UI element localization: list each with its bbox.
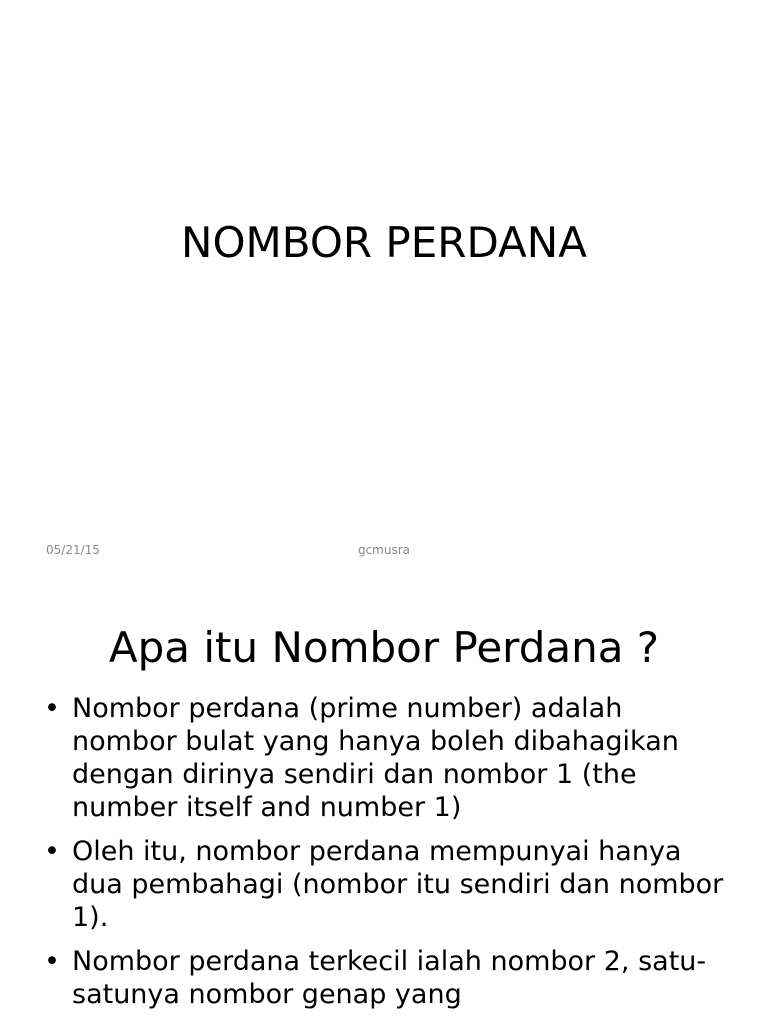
bullet-item <box>44 835 734 934</box>
bullet-item <box>44 692 734 824</box>
bullet-dot-icon: • <box>44 693 60 724</box>
slide-title: NOMBOR PERDANA <box>181 218 587 267</box>
bullet-text: Nombor perdana (prime number) adalah nombor bulat yang hanya boleh dibahagikan dengan dirinya sendiri dan nombor 1 (the number itself and number 1) <box>72 693 679 823</box>
bullet-text: Nombor perdana terkecil ialah nombor 2, satu-satunya nombor genap yang <box>72 946 707 1010</box>
bullet-list <box>44 692 734 1022</box>
footer-author: gcmusra <box>357 543 411 557</box>
bullet-dot-icon: • <box>44 836 60 867</box>
slide-title: Apa itu Nombor Perdana ? <box>108 623 660 672</box>
bullet-dot-icon: • <box>44 946 60 977</box>
bullet-text: Oleh itu, nombor perdana mempunyai hanya dua pembahagi (nombor itu sendiri dan nombor 1). <box>72 836 724 933</box>
footer-date: 05/21/15 <box>46 543 100 557</box>
bullet-item <box>44 945 734 1011</box>
slide-2 <box>0 576 768 1024</box>
